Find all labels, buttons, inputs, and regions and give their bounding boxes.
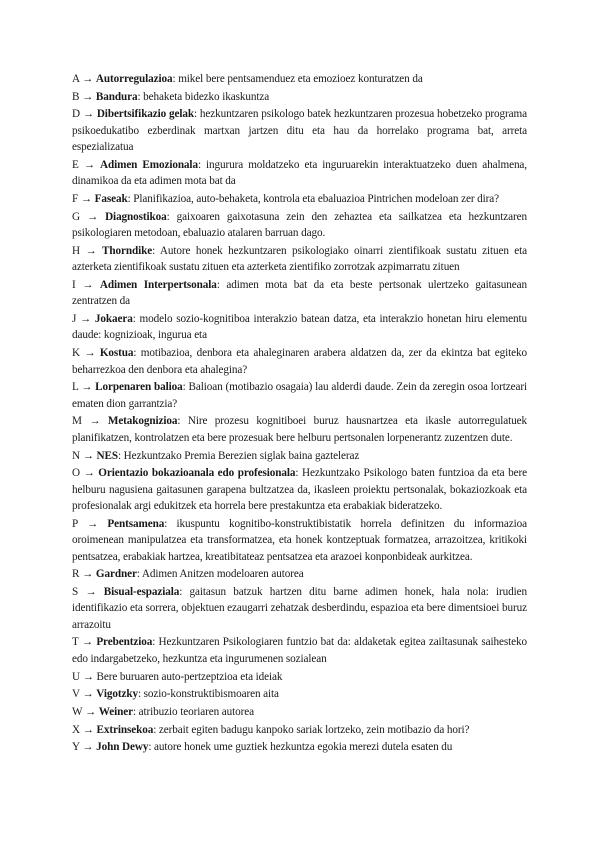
glossary-entry: [72, 379, 527, 412]
entry-letter: L: [72, 381, 79, 394]
right-arrow-icon: →: [82, 568, 94, 581]
entry-term: Gardner: [95, 568, 137, 581]
entry-letter: E: [72, 158, 79, 171]
entry-term: Adimen Interpertsonala: [99, 278, 217, 291]
glossary-entry: [72, 739, 527, 755]
glossary-entry: [72, 704, 527, 720]
entry-term: Autorregulazioa: [95, 73, 173, 85]
entry-term: Prebentzioa: [96, 636, 153, 649]
entry-letter: B: [72, 90, 80, 103]
entry-letter: F: [72, 193, 79, 206]
glossary-entry: [72, 106, 527, 155]
entry-definition: : modelo sozio-kognitiboa interakzio batean datza, eta interakzio honetan hiru elementu daude: kognizioak, ingurua eta: [72, 313, 527, 342]
entry-term: Bandura: [95, 90, 138, 103]
entry-definition: : hezkuntzaren psikologo batek hezkuntzaren prozesua hobetzeko programa psikoedukatibo ezberdinak martxan jartzen ditu eta hau da horrelako programa bat, arreta espezializatua: [72, 108, 528, 154]
right-arrow-icon: →: [84, 705, 97, 718]
entry-term: Kostua: [99, 347, 134, 360]
right-arrow-icon: →: [83, 158, 95, 171]
entry-letter: K: [72, 347, 80, 360]
entry-letter: S: [72, 585, 79, 598]
entry-term: Extrinsekoa: [96, 723, 154, 736]
glossary-entry: [72, 669, 527, 685]
right-arrow-icon: →: [82, 449, 94, 462]
glossary-entry: [72, 311, 527, 344]
right-arrow-icon: →: [82, 90, 94, 103]
glossary-list: [72, 71, 527, 756]
right-arrow-icon: →: [81, 636, 93, 649]
glossary-entry: [72, 157, 527, 190]
entry-term: NES: [96, 449, 118, 462]
entry-term: John Dewy: [96, 741, 149, 754]
entry-letter: H: [72, 244, 80, 257]
entry-term: Pentsamena: [107, 517, 165, 530]
glossary-entry: [72, 277, 527, 310]
right-arrow-icon: →: [82, 278, 94, 291]
glossary-entry: [72, 634, 527, 667]
glossary-entry: [72, 89, 527, 105]
entry-definition: : behaketa bidezko ikaskuntza: [137, 90, 270, 103]
entry-letter: J: [72, 313, 77, 326]
glossary-entry: [72, 584, 527, 633]
entry-letter: A: [72, 73, 80, 85]
entry-term: Bisual-espaziala: [103, 585, 180, 598]
glossary-entry: [72, 465, 527, 514]
entry-definition: Bere buruaren auto-pertzeptzioa eta ideiak: [96, 670, 283, 683]
entry-letter: P: [72, 517, 78, 530]
entry-term: Weiner: [98, 705, 133, 718]
glossary-entry: [72, 448, 527, 464]
entry-letter: Y: [72, 741, 80, 754]
right-arrow-icon: →: [82, 688, 94, 701]
entry-letter: V: [72, 688, 80, 701]
entry-letter: X: [72, 723, 80, 736]
entry-definition: : ingurura moldatzeko eta inguruarekin interaktuatzeko duen ahalmena, dinamikoa da eta adimen mota bat da: [72, 158, 527, 188]
entry-term: Jokaera: [94, 313, 133, 326]
right-arrow-icon: →: [84, 347, 96, 360]
entry-letter: W: [72, 705, 83, 718]
entry-definition: : Hezkuntzako Premia Berezien siglak baina gazteleraz: [117, 449, 360, 462]
glossary-entry: [72, 191, 527, 207]
right-arrow-icon: →: [82, 670, 94, 683]
glossary-entry: [72, 209, 527, 242]
entry-definition: : Nire prozesu kognitiboei buruz hausnartzea eta ikasle autorregulatuek planifikatzen, kontrolatzen eta bere prozesuak bere helburu pertsonalen lorpenerantz zuzentzen dute.: [72, 415, 527, 444]
entry-letter: I: [72, 278, 76, 291]
entry-letter: R: [72, 568, 80, 581]
right-arrow-icon: →: [86, 210, 99, 223]
entry-letter: N: [72, 449, 80, 462]
entry-letter: O: [72, 467, 80, 480]
entry-definition: : Planifikazioa, auto-behaketa, kontrola eta ebaluazioa Pintrichen modeloan zer dira?: [127, 193, 499, 206]
entry-definition: : motibazioa, denbora eta ahaleginaren arabera aldatzen da, zer da ekintza bat egiteko beharrezkoa den denbora eta ahalegina?: [72, 347, 527, 376]
entry-definition: : autore honek ume guztiek hezkuntza egokia merezi dutela esaten du: [148, 741, 453, 754]
right-arrow-icon: →: [80, 193, 92, 206]
right-arrow-icon: →: [87, 517, 99, 530]
entry-letter: T: [72, 636, 79, 649]
right-arrow-icon: →: [82, 723, 94, 736]
entry-letter: D: [72, 108, 80, 121]
entry-term: Lorpenaren balioa: [95, 381, 183, 394]
right-arrow-icon: →: [82, 741, 94, 754]
entry-definition: : atribuzio teoriaren autorea: [132, 705, 255, 718]
entry-definition: : Autore honek hezkuntzaren psikologiako oinarri zientifikoak sustatu zituen eta azterketa zientifikoak sustatu zituen eta azterketa zientifiko zorrotzak azpimarratu zituen: [72, 244, 528, 274]
entry-definition: : Balioan (motibazio osagaia) lau alderdi daude. Zein da zeregin osoa lortzeari ematen dion garrantzia?: [72, 381, 528, 410]
entry-term: Vigotzky: [96, 688, 138, 701]
glossary-entry: [72, 722, 527, 738]
entry-definition: : zerbait egiten badugu kanpoko sariak lortzeko, zein motibazio da hori?: [153, 723, 470, 736]
entry-letter: U: [72, 670, 80, 683]
entry-term: Dibertsifikazio gelak: [96, 108, 195, 121]
glossary-entry: [72, 243, 527, 276]
entry-term: Orientazio bokazioanala edo profesionala: [98, 467, 296, 480]
glossary-entry: [72, 566, 527, 582]
glossary-entry: [72, 345, 527, 378]
entry-definition: : sozio-konstruktibismoaren aita: [137, 688, 279, 701]
entry-definition: : ikuspuntu kognitibo-konstruktibistatik horrela definitzen du informazioa oroimenean manipulatzea eta transformatzea, eta honek kontzeptuak formatzea, arrazoitzea, kritikoki pentsatzea, erabakiak hartzea, kreatibitateaz pentsatzea eta arazoei konponbideak aurkitzea.: [72, 517, 527, 563]
entry-definition: : Hezkuntzako Psikologo baten funtzioa da eta bere helburu nagusiena gaitasunen garapena bultzatzea da, ikasleen proiektu pertsonalak, bokaziozkoak eta profesionalak argi edukitzek eta horrela bere prestakuntza eta erabakiak bideratzeko.: [72, 467, 527, 513]
entry-term: Thorndike: [101, 244, 153, 257]
entry-term: Adimen Emozionala: [99, 158, 198, 171]
glossary-entry: [72, 686, 527, 702]
entry-definition: : Hezkuntzaren Psikologiaren funtzio bat da: aldaketak egitea zailtasunak saihesteko edo indargabetzeko, hezkuntza eta ingurumenen sozialean: [72, 636, 527, 665]
entry-definition: : adimen mota bat da eta beste pertsonak ulertzeko gaitasunean zentratzen da: [72, 278, 528, 308]
right-arrow-icon: →: [82, 73, 94, 85]
entry-definition: : mikel bere pentsamenduez eta emozioez konturatzen da: [172, 73, 423, 85]
right-arrow-icon: →: [89, 415, 101, 428]
right-arrow-icon: →: [85, 585, 97, 598]
entry-term: Metakognizioa: [107, 415, 178, 428]
entry-definition: : gaitasun batzuk hartzen ditu barne adimen honek, hala nola: irudien identifikazio eta sorrera, objektuen ezaugarri zehatzak desberdindu, espazioa eta bere dimentsioei buruz arrazoitu: [72, 585, 527, 631]
right-arrow-icon: →: [85, 244, 97, 257]
glossary-document: [72, 71, 527, 757]
entry-letter: G: [72, 210, 80, 223]
entry-definition: : gaixoaren gaixotasuna zein den zehaztea eta sailkatzea eta hezkuntzaren psikologiaren metodoan, ebaluazio atalaren barruan dago.: [72, 210, 527, 240]
right-arrow-icon: →: [82, 108, 94, 121]
glossary-entry: [72, 71, 527, 87]
entry-definition: : Adimen Anitzen modeloaren autorea: [136, 568, 304, 581]
entry-term: Diagnostikoa: [105, 210, 167, 223]
right-arrow-icon: →: [81, 381, 93, 394]
glossary-entry: [72, 516, 527, 565]
right-arrow-icon: →: [83, 467, 95, 480]
entry-term: Faseak: [94, 193, 128, 206]
right-arrow-icon: →: [80, 313, 92, 326]
entry-letter: M: [72, 415, 82, 428]
glossary-entry: [72, 413, 527, 446]
